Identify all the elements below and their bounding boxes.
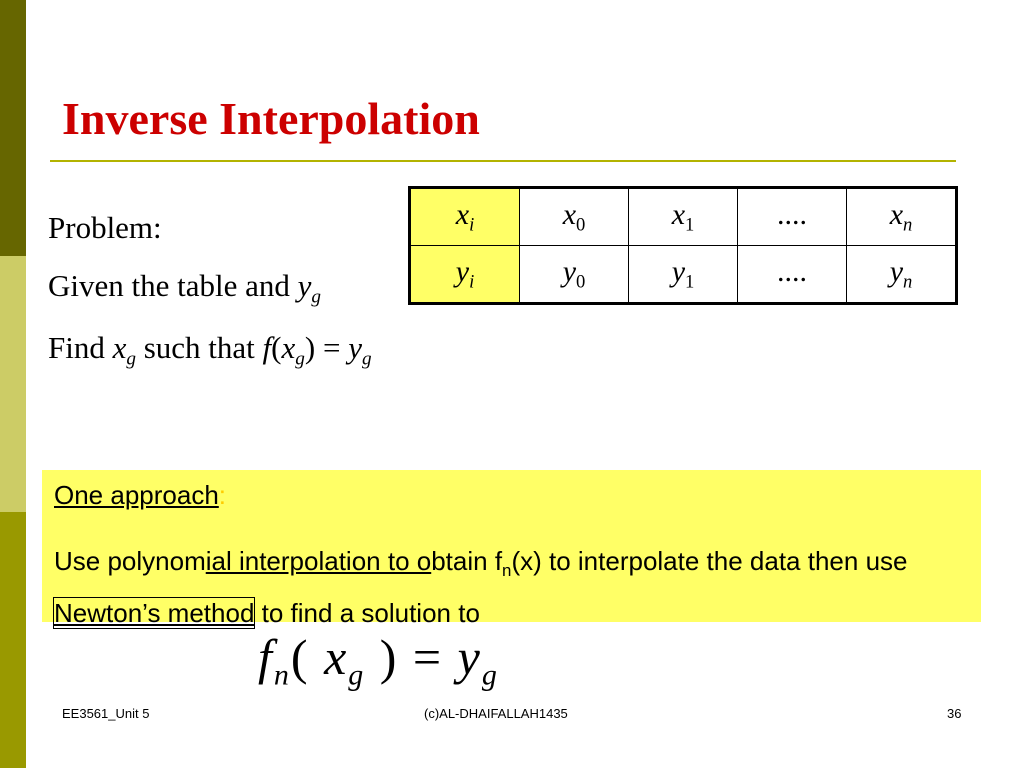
table-cell: .... bbox=[738, 246, 847, 304]
table-cell: $x_n$ bbox=[847, 188, 957, 246]
footer-course: EE3561_Unit 5 bbox=[62, 706, 150, 721]
table-cell: .... bbox=[738, 188, 847, 246]
given-line bbox=[48, 268, 321, 309]
table-cell: $y_1$ bbox=[629, 246, 738, 304]
approach-box bbox=[42, 470, 981, 629]
inline-equation: $f(x_g) = y_g$ bbox=[262, 330, 372, 370]
table-cell: $x_0$ bbox=[520, 188, 629, 246]
title-divider bbox=[50, 160, 956, 162]
given-text: Given the table and bbox=[48, 268, 290, 303]
footer-copyright: (c)AL-DHAIFALLAH1435 bbox=[424, 706, 568, 721]
sidebar-segment-light bbox=[0, 256, 26, 512]
footer-page-number: 36 bbox=[947, 706, 962, 721]
problem-label: Problem: bbox=[48, 210, 162, 245]
table-cell: $y_i$ bbox=[410, 246, 520, 304]
sidebar-segment-dark bbox=[0, 0, 26, 256]
table-cell: $x_i$ bbox=[410, 188, 520, 246]
table-cell: $y_n$ bbox=[847, 246, 957, 304]
table-row-y bbox=[410, 246, 957, 304]
table-cell: $x_1$ bbox=[629, 188, 738, 246]
find-line bbox=[48, 330, 372, 371]
table-cell: $y_0$ bbox=[520, 246, 629, 304]
target-equation: $f_n$( $x_g$ ) = $y_g$ bbox=[258, 629, 499, 692]
sidebar-stripe bbox=[0, 0, 26, 768]
data-table bbox=[408, 186, 958, 305]
such-that-text: such that bbox=[143, 330, 255, 365]
newtons-method-highlight: Newton’s method bbox=[54, 598, 255, 629]
approach-body: Use polynomial interpolation to obtain $f_n(x)$ to interpolate the data then use Newton’s method to find a solution to bbox=[54, 546, 908, 629]
find-text: Find bbox=[48, 330, 105, 365]
slide-title: Inverse Interpolation bbox=[62, 93, 480, 144]
table-row-x bbox=[410, 188, 957, 246]
given-var: $y_g$ bbox=[297, 268, 322, 308]
sidebar-segment-mid bbox=[0, 512, 26, 768]
approach-heading: One approach: bbox=[54, 480, 227, 510]
find-var: $x_g$ bbox=[112, 330, 136, 370]
